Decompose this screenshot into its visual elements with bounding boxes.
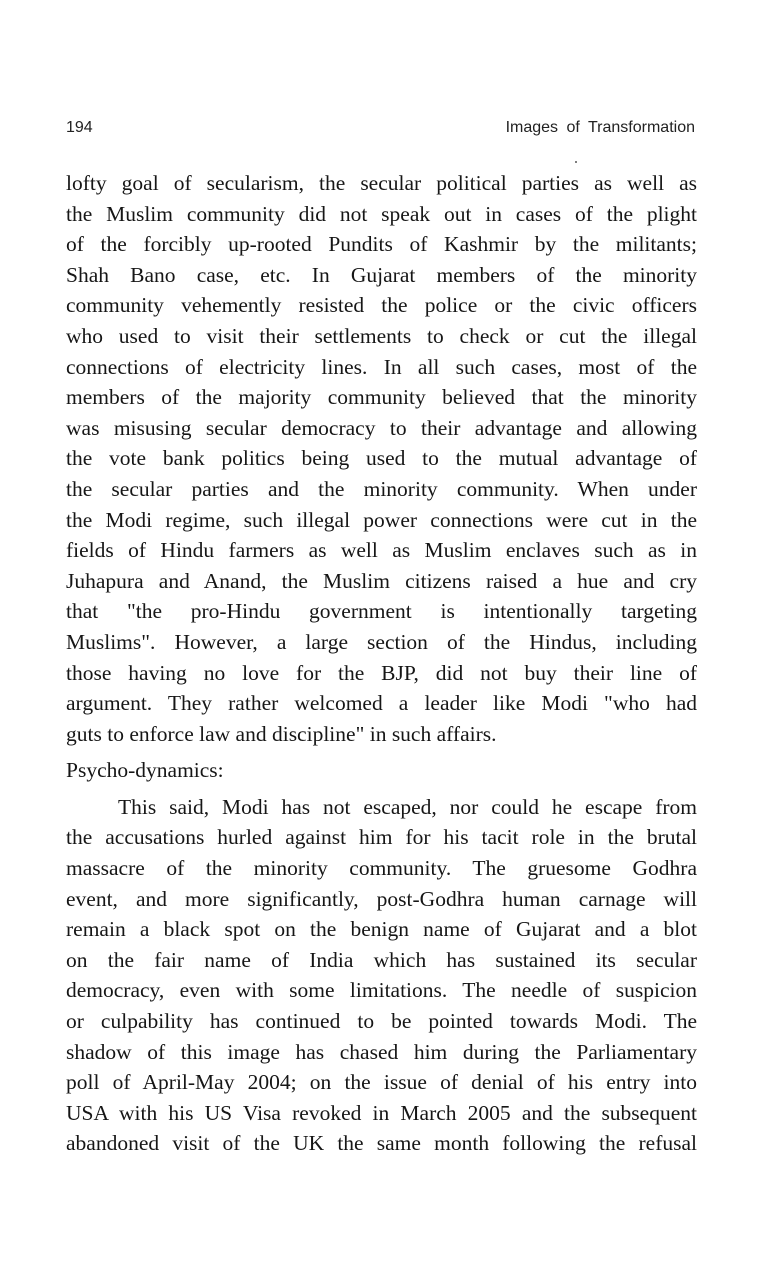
- text-line: massacre of the minority community. The gruesome Godhra: [66, 856, 697, 881]
- text-line: remain a black spot on the benign name of Gujarat and a blot: [66, 917, 697, 942]
- text-line: lofty goal of secularism, the secular political parties as well as: [66, 171, 697, 195]
- text-line: guts to enforce law and discipline" in such affairs.: [66, 721, 497, 746]
- text-line: This said, Modi has not escaped, nor could he escape from: [118, 794, 697, 819]
- text-line: Juhapura and Anand, the Muslim citizens raised a hue and cry: [66, 568, 697, 593]
- paragraph-2: [66, 792, 697, 1159]
- text-line: the Muslim community did not speak out in cases of the plight: [66, 201, 697, 226]
- text-line: who used to visit their settlements to check or cut the illegal: [66, 323, 697, 348]
- text-line: of the forcibly up-rooted Pundits of Kashmir by the militants;: [66, 232, 697, 257]
- text-line: argument. They rather welcomed a leader like Modi "who had: [66, 691, 697, 716]
- text-line: members of the majority community believed that the minority: [66, 385, 697, 410]
- text-line: the Modi regime, such illegal power connections were cut in the: [66, 507, 697, 532]
- running-title: Images of Transformation: [505, 119, 695, 136]
- text-line: poll of April-May 2004; on the issue of denial of his entry into: [66, 1070, 697, 1095]
- text-line: or culpability has continued to be pointed towards Modi. The: [66, 1009, 697, 1034]
- text-line: community vehemently resisted the police or the civic officers: [66, 293, 697, 318]
- body-text: [66, 168, 697, 1159]
- text-line: event, and more significantly, post-Godhra human carnage will: [66, 886, 697, 911]
- section-heading: Psycho-dynamics:: [66, 758, 224, 783]
- text-line: Muslims". However, a large section of the Hindus, including: [66, 629, 697, 654]
- text-line: connections of electricity lines. In all such cases, most of the: [66, 354, 697, 379]
- page-number: 194: [66, 119, 93, 136]
- text-line: on the fair name of India which has sustained its secular: [66, 947, 697, 972]
- running-head: [66, 119, 697, 141]
- text-line: shadow of this image has chased him during the Parliamentary: [66, 1039, 697, 1064]
- paragraph-1: [66, 168, 697, 749]
- text-line: was misusing secular democracy to their advantage and allowing: [66, 415, 697, 440]
- text-line: USA with his US Visa revoked in March 2005 and the subsequent: [66, 1100, 697, 1125]
- text-line: the vote bank politics being used to the mutual advantage of: [66, 446, 697, 471]
- text-line: democracy, even with some limitations. The needle of suspicion: [66, 978, 697, 1003]
- text-line: those having no love for the BJP, did not buy their line of: [66, 660, 697, 685]
- text-line: that "the pro-Hindu government is intentionally targeting: [66, 599, 697, 624]
- text-line: fields of Hindu farmers as well as Muslim enclaves such as in: [66, 538, 697, 563]
- print-speck: [575, 161, 577, 163]
- text-line: the accusations hurled against him for his tacit role in the brutal: [66, 825, 697, 850]
- text-line: Shah Bano case, etc. In Gujarat members of the minority: [66, 262, 697, 287]
- text-line: abandoned visit of the UK the same month following the refusal: [66, 1131, 697, 1156]
- text-line: the secular parties and the minority community. When under: [66, 476, 697, 501]
